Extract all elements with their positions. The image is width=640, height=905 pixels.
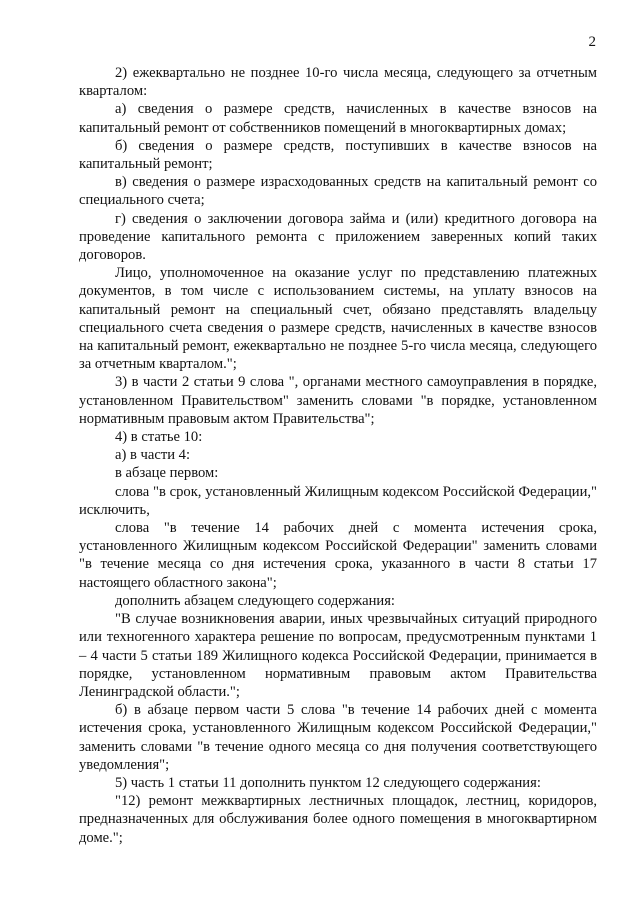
document-body	[79, 64, 597, 847]
paragraph-b-part-5: б) в абзаце первом части 5 слова "в течение 14 рабочих дней с момента истечения срока, установленного Жилищным кодексом Российской Федерации," заменить словами "в течение одного месяца со дня получения соответствующего уведомления";	[79, 702, 597, 773]
paragraph-a-accrued: а) сведения о размере средств, начисленных в качестве взносов на капитальный ремонт от собственников помещений в многоквартирных домах;	[79, 101, 597, 136]
paragraph-first-subparagraph: в абзаце первом:	[115, 465, 219, 482]
page-number: 2	[588, 34, 596, 50]
paragraph-add-subparagraph: дополнить абзацем следующего содержания:	[115, 592, 395, 609]
paragraph-words-replace: слова "в течение 14 рабочих дней с момента истечения срока, установленного Жилищным кодексом Российской Федерации" заменить словами "в течение месяца со дня истечения срока, указанного в части 8 статьи 17 настоящего областного закона";	[79, 520, 597, 591]
paragraph-g-loan: г) сведения о заключении договора займа и (или) кредитного договора на проведение капитального ремонта с приложением заверенных копий таких договоров.	[79, 210, 597, 264]
paragraph-emergency: "В случае возникновения аварии, иных чрезвычайных ситуаций природного или техногенного характера решение по вопросам, предусмотренным пунктами 1 – 4 части 5 статьи 189 Жилищного кодекса Российской Федерации, принимается в порядке, установленном нормативным правовым актом Правительства Ленинградской области.";	[79, 611, 597, 700]
paragraph-authorized-person: Лицо, уполномоченное на оказание услуг по представлению платежных документов, в том числе с использованием системы, на уплату взносов на капитальный ремонт на специальный счет, обязано представлять владельцу специального счета сведения о размере средств, начисленных в качестве взносов на капитальный ремонт, ежеквартально не позднее 5-го числа месяца, следующего за отчетным кварталом.";	[79, 265, 597, 373]
paragraph-words-exclude: слова "в срок, установленный Жилищным кодексом Российской Федерации," исключить,	[79, 483, 597, 518]
paragraph-b-received: б) сведения о размере средств, поступивших в качестве взносов на капитальный ремонт;	[79, 137, 597, 173]
paragraph-3-article-9: 3) в части 2 статьи 9 слова ", органами местного самоуправления в порядке, установленном Правительством" заменить словами "в порядке, установленном нормативным правовым актом Правительства";	[79, 374, 597, 427]
paragraph-12-repair: "12) ремонт межквартирных лестничных площадок, лестниц, коридоров, предназначенных для обслуживания более одного помещения в многоквартирном доме.";	[79, 793, 597, 846]
paragraph-v-spent: в) сведения о размере израсходованных средств на капитальный ремонт со специального счета;	[79, 174, 597, 209]
paragraph-4-article-10: 4) в статье 10:	[115, 429, 203, 446]
paragraph-5-article-11: 5) часть 1 статьи 11 дополнить пунктом 12 следующего содержания:	[115, 774, 541, 791]
paragraph-a-part-4: а) в части 4:	[115, 447, 191, 464]
paragraph-2-quarterly: 2) ежеквартально не позднее 10-го числа месяца, следующего за отчетным кварталом:	[79, 65, 597, 100]
